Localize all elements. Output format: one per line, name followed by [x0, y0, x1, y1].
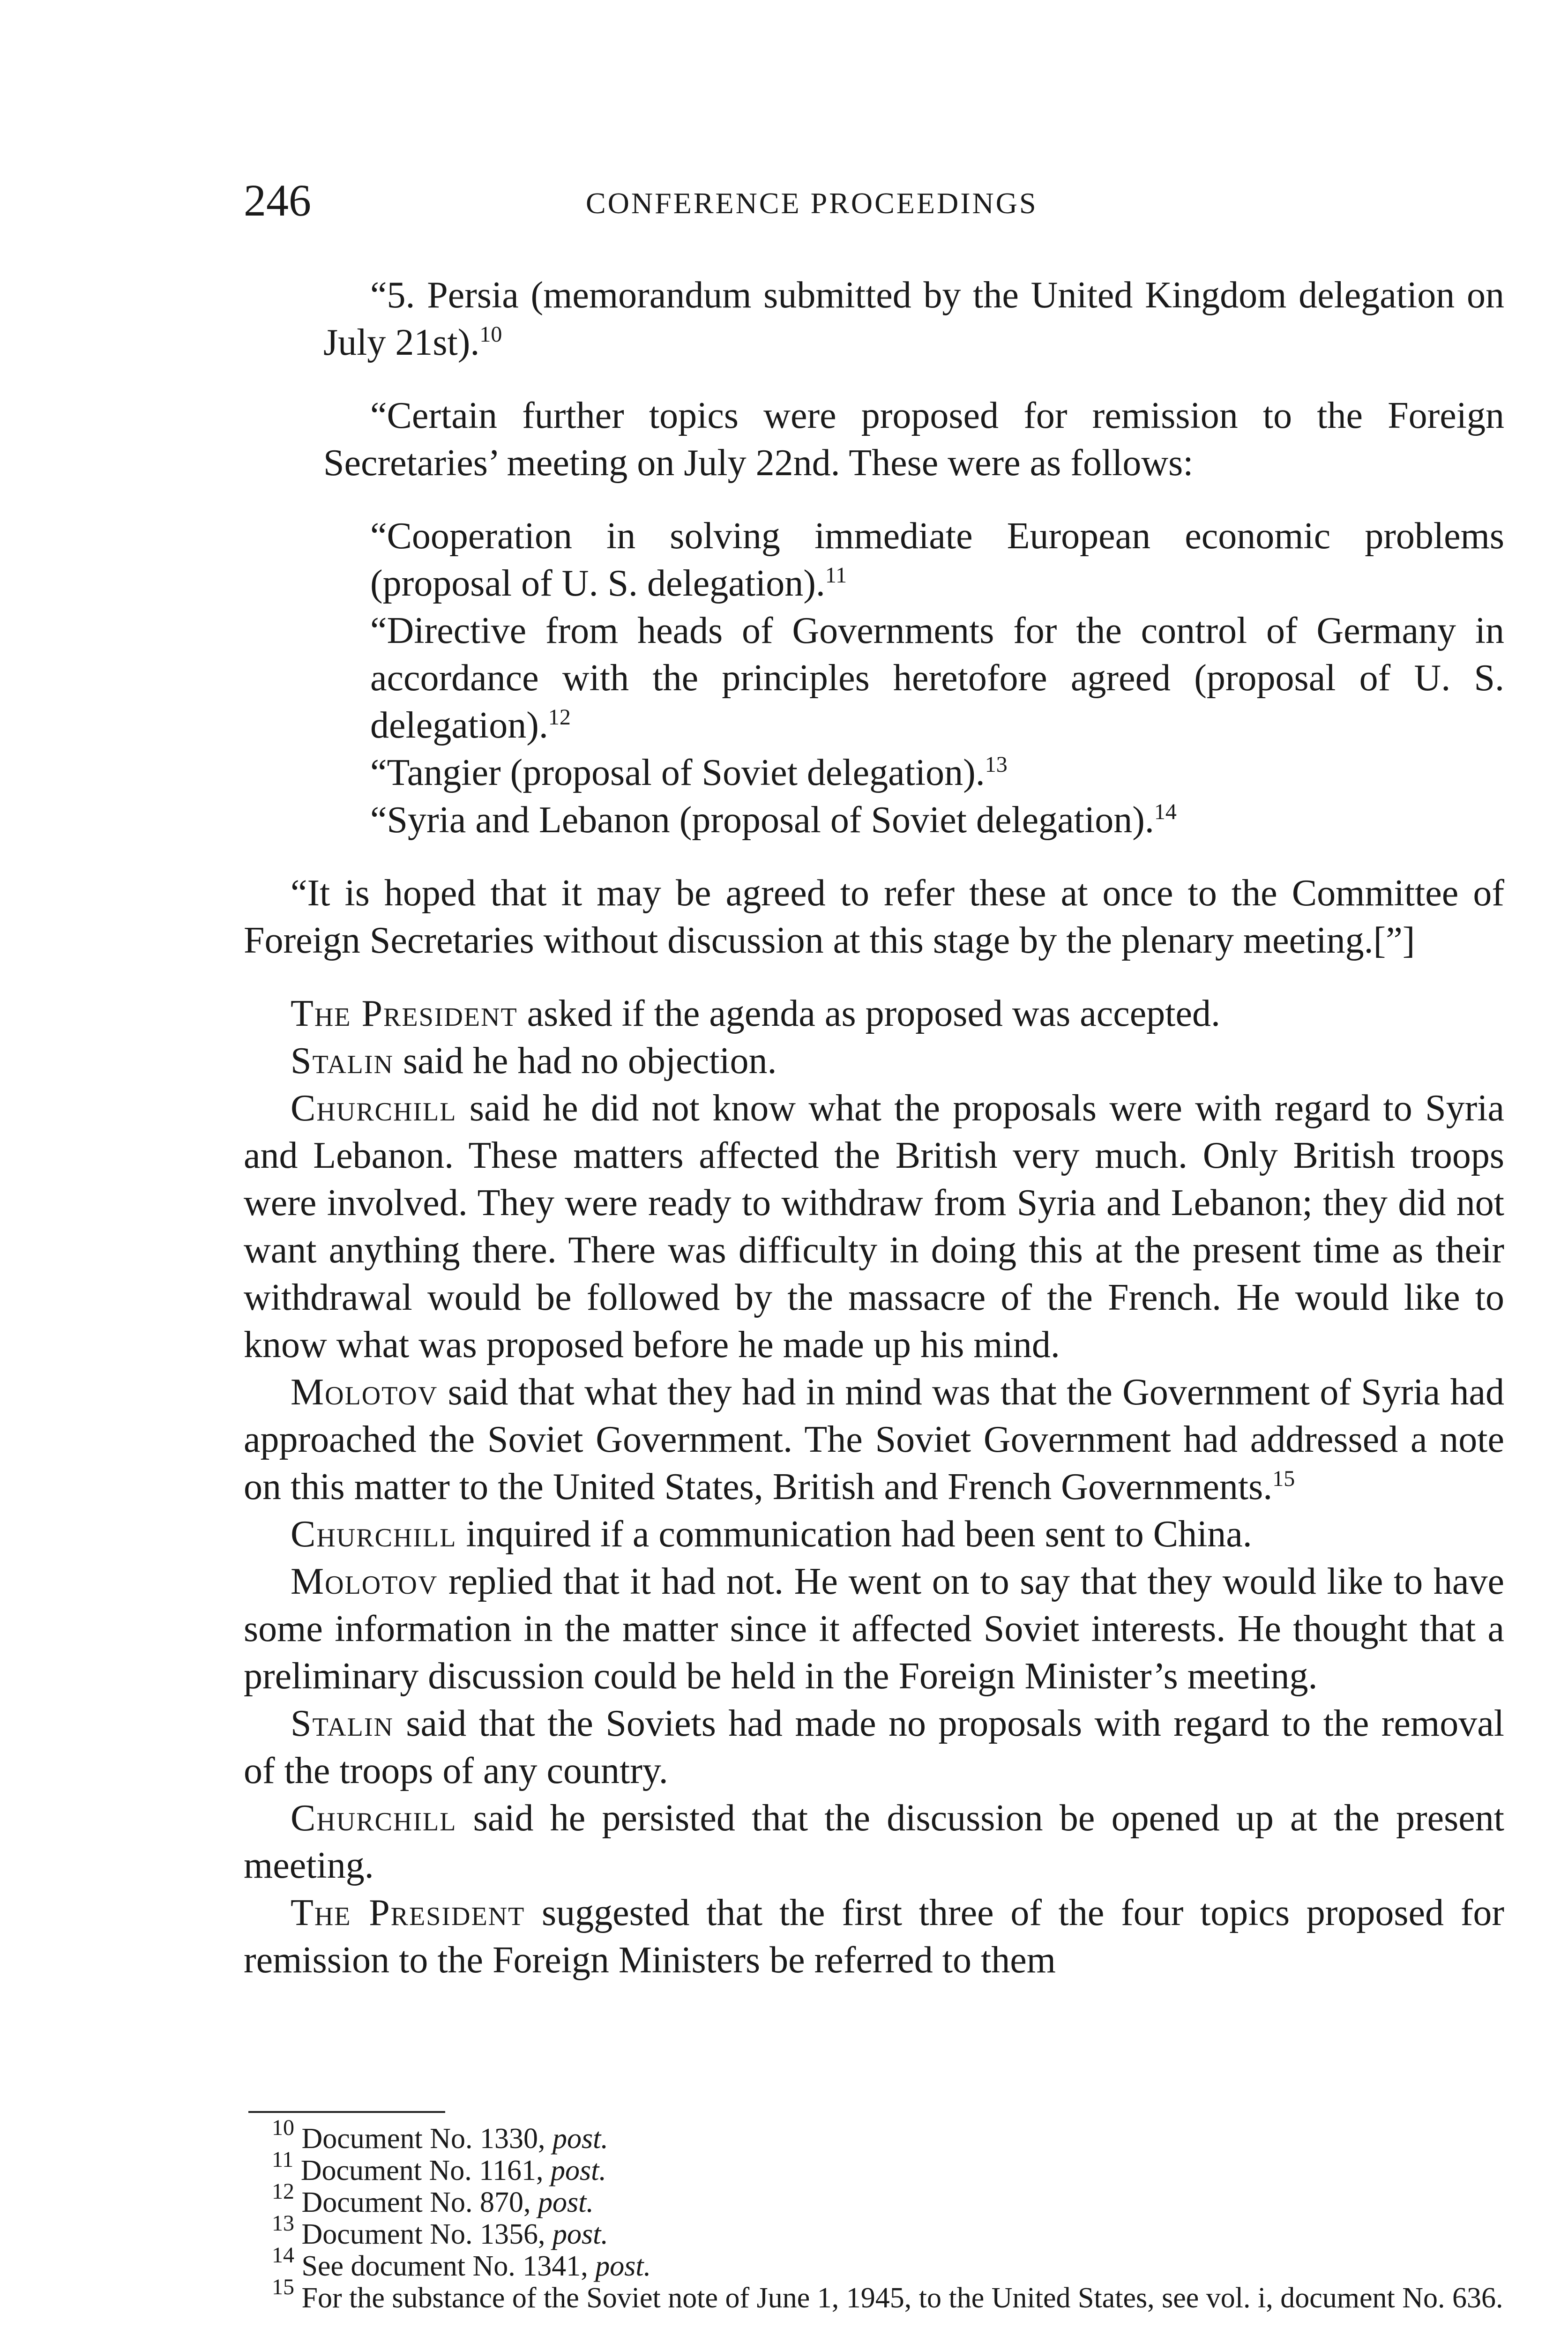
footnote-number: 12 [272, 2179, 294, 2204]
footnote-number: 15 [272, 2275, 294, 2299]
footnote-ref: 13 [985, 752, 1008, 777]
list-item: “Cooperation in solving immediate European economic problems (proposal of U. S. delegation).$^{11}$ [370, 515, 1504, 604]
paragraph-molotov-replied: Molotov replied that it had not. He went on to say that they would like to have some information in the matter since it affected Soviet interests. He thought that a preliminary discussion could be held in the Foreign Minister’s meeting. [244, 1561, 1504, 1697]
footnote-number: 10 [272, 2115, 294, 2140]
paragraph-hoped: “It is hoped that it may be agreed to refer these at once to the Committee of Foreign Secretaries without discussion at this stage by the plenary meeting.[”] [244, 873, 1504, 961]
paragraph-churchill-china: Churchill inquired if a communication had been sent to China. [291, 1514, 1252, 1555]
speaker-name: Churchill [291, 1088, 457, 1129]
footnote: $^{11}$ Document No. 1161, post. [272, 2147, 606, 2186]
list-item: “Syria and Lebanon (proposal of Soviet delegation).$^{14}$ [370, 799, 1177, 841]
footnote-ref: 14 [1154, 799, 1177, 824]
speaker-name: Churchill [291, 1514, 457, 1555]
list-item: “Directive from heads of Governments for the control of Germany in accordance with the principles heretofore agreed (proposal of U. S. delegation).$^{12}$ [370, 610, 1504, 746]
paragraph-churchill-syria: Churchill said he did not know what the proposals were with regard to Syria and Lebanon. These matters affected the British very much. Only British troops were involved. They were ready to withdraw from Syria and Lebanon; they did not want anything there. There was difficulty in doing this at the present time as their withdrawal would be followed by the massacre of the French. He would like to know what was proposed before he made up his mind. [244, 1088, 1504, 1366]
paragraph-churchill-persisted: Churchill said he persisted that the discussion be opened up at the present meeting. [244, 1798, 1504, 1886]
footnote: $^{13}$ Document No. 1356, post. [272, 2211, 608, 2250]
paragraph-president-suggested: The President suggested that the first three of the four topics proposed for remission to the Foreign Ministers be referred to them [244, 1892, 1505, 1981]
footnote: $^{12}$ Document No. 870, post. [272, 2179, 594, 2218]
footnote-ref: 11 [825, 563, 847, 588]
paragraph-further-topics: “Certain further topics were proposed for remission to the Foreign Secretaries’ meeting on July 22nd. These were as follows: [323, 395, 1504, 484]
speaker-name: The President [291, 993, 518, 1034]
footnote-divider [248, 2111, 445, 2113]
speaker-name: Stalin [291, 1703, 394, 1744]
page-header [244, 175, 1509, 239]
paragraph-president-asked: The President asked if the agenda as proposed was accepted. [291, 993, 1221, 1034]
footnote: $^{15}$ For the substance of the Soviet note of June 1, 1945, to the United States, see vol. i, document No. 636. [272, 2275, 1503, 2314]
footnote-number: 11 [272, 2147, 294, 2172]
speaker-name: Molotov [291, 1561, 438, 1602]
paragraph-molotov-syria: Molotov said that what they had in mind was that the Government of Syria had approached the Soviet Government. The Soviet Government had addressed a note on this matter to the United States, British and French Governments.$^{15}$ [244, 1372, 1504, 1507]
footnote-ref: 10 [479, 322, 502, 347]
topics-list [244, 513, 1504, 844]
list-item: “Tangier (proposal of Soviet delegation).$^{13}$ [370, 752, 1008, 793]
body-text [244, 272, 1504, 1984]
speaker-name: The President [291, 1892, 525, 1933]
running-head: CONFERENCE PROCEEDINGS [586, 187, 1038, 220]
footnote-number: 13 [272, 2211, 294, 2236]
footnote-ref: 15 [1272, 1466, 1295, 1491]
speaker-name: Stalin [291, 1040, 394, 1082]
paragraph-stalin-troops: Stalin said that the Soviets had made no proposals with regard to the removal of the troops of any country. [244, 1703, 1504, 1791]
footnote: $^{10}$ Document No. 1330, post. [272, 2115, 608, 2155]
speaker-name: Churchill [291, 1798, 457, 1839]
page-number: 246 [244, 175, 311, 225]
footnote: $^{14}$ See document No. 1341, post. [272, 2243, 651, 2282]
footnotes [244, 2115, 1504, 2314]
footnote-number: 14 [272, 2243, 294, 2268]
speaker-name: Molotov [291, 1372, 438, 1413]
paragraph-stalin-no-objection: Stalin said he had no objection. [291, 1040, 777, 1082]
paragraph-persia: “5. Persia (memorandum submitted by the United Kingdom delegation on July 21st).$^{10}$ [323, 275, 1504, 363]
footnote-ref: 12 [548, 705, 571, 730]
